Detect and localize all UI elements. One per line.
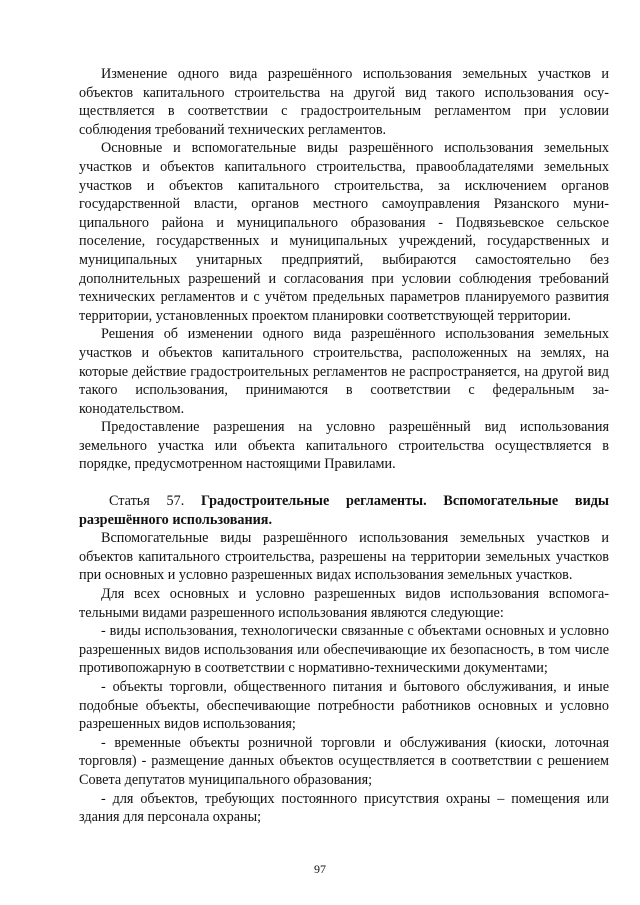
paragraph-decisions-on-change: Решения об изменении одного вида разрешённого использования земельных участков и объектов капитального строительства, расположенных на землях, на которые действие градостроительных регламентов не распространяется, на другой вид такого использования, принимаются в соответствии с федеральным законодательством. <box>79 326 609 417</box>
paragraph-auxiliary-permitted: Вспомогательные виды разрешённого использования земельных участков и объектов капитального строительства, разрешены на территории земельных участков при основных и условно разрешенных видах использования земельных участков. <box>79 530 609 584</box>
list-item-trade-catering: - объекты торговли, общественного питания и бытового обслуживания, и иные подобные объекты, обеспечивающие потребности работников основных и условно разрешенных видов использования; <box>79 679 609 733</box>
article-number: Статья 57. <box>109 493 201 510</box>
paragraph-change-of-use: Изменение одного вида разрешённого использования земельных участков и объектов капитального строительства на другой вид такого использования осуществляется в соответствии с градостроительным регламентом при условии соблюдения требований технических регламентов. <box>79 66 609 138</box>
paragraph-auxiliary-list-intro: Для всех основных и условно разрешенных видов использования вспомогательными видами разрешенного использования являются следующие: <box>79 586 609 621</box>
list-item-temporary-retail: - временные объекты розничной торговли и обслуживания (киоски, лоточная торговля) - размещение данных объектов осуществляется в соответствии с решением Совета депутатов муниципального образования; <box>79 734 609 788</box>
paragraph-conditional-permit: Предоставление разрешения на условно разрешённый вид использования земельного участка или объекта капитального строительства осуществляется в порядке, предусмотренном настоящими Правилами. <box>79 419 609 473</box>
paragraph-main-and-auxiliary-uses: Основные и вспомогательные виды разрешённого использования земельных участков и объектов капитального строительства, правообладателями земельных участков и объектов капитального строительства, за исключением органов государственной власти, органов местного самоуправления Рязанского муниципального района и муниципального образования - Подвязьевское сельское поселение, государственных и муниципальных учреждений, государственных и муниципальных унитарных предприятий, выбираются самостоятельно без дополнительных разрешений и согласования при условии соблюдения требований технических регламентов и с учётом предельных параметров планируемого развития территории, установленных проектом планировки соответствующей территории. <box>79 140 609 324</box>
list-item-technological: - виды использования, технологически связанные с объектами основных и условно разрешенных видов использования или обеспечивающие их безопасность, в том числе противопожарную в соответствии с нормативно-техническими документами; <box>79 623 609 677</box>
article-heading <box>79 492 609 529</box>
document-body <box>79 65 609 827</box>
list-item-security-premises: - для объектов, требующих постоянного присутствия охраны – помещения или здания для персонала охраны; <box>79 790 609 826</box>
article-title: Градостроительные регламенты. Вспомогательные виды разрешённого использования. <box>79 493 609 528</box>
page-number: 97 <box>314 862 326 876</box>
